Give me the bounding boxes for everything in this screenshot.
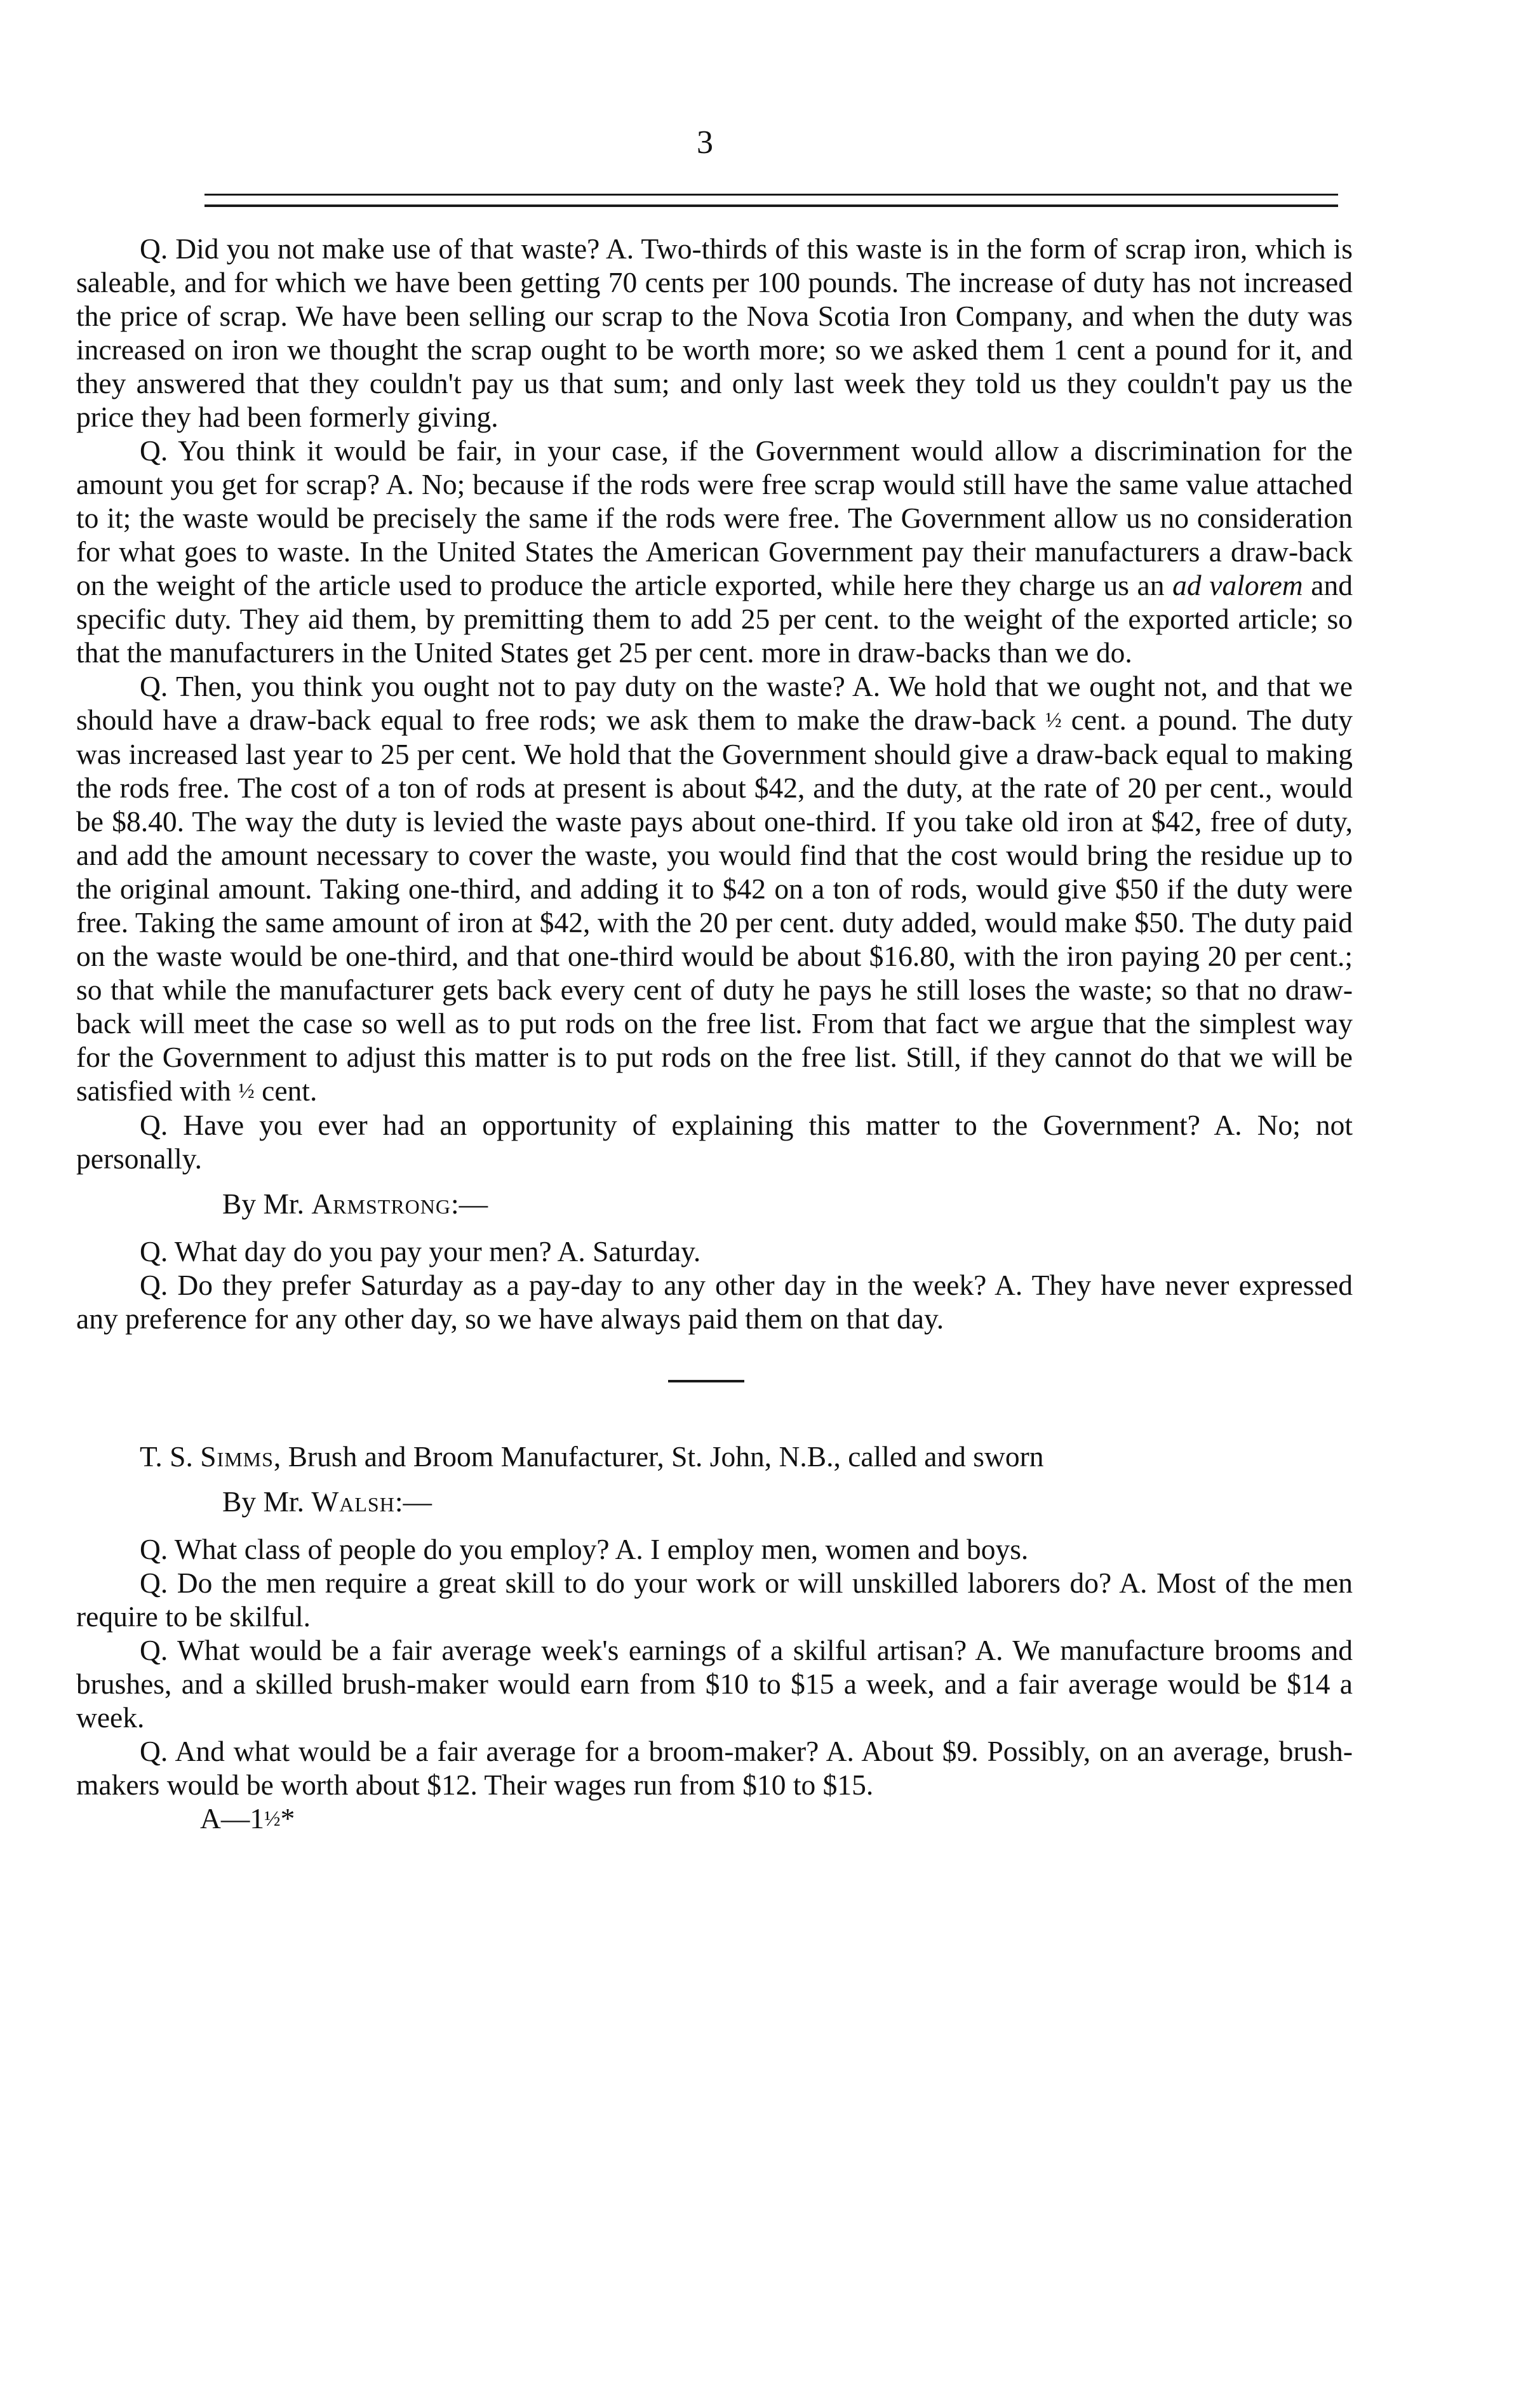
examiner-name: Armstrong	[311, 1187, 451, 1220]
paragraph-duty-text-a: Q. Then, you think you ought not to pay duty on the waste? A. We hold that we ought not, and that we should have a draw-back equal to free rods; we ask them to make the draw-back	[76, 670, 1353, 736]
examiner-line-armstrong	[76, 1187, 1353, 1221]
paragraph-discrimination	[76, 434, 1353, 669]
fraction-half: ½	[1045, 709, 1062, 732]
paragraph-duty-on-waste	[76, 669, 1353, 1108]
signature-prefix: A—1	[200, 1802, 265, 1835]
page-number: 3	[697, 124, 713, 161]
examiner-name: Walsh	[311, 1485, 395, 1518]
examiner-prefix: By Mr.	[222, 1485, 312, 1518]
signature-fraction: ½	[264, 1807, 281, 1831]
witness-heading	[76, 1440, 1353, 1473]
examiner-line-walsh	[76, 1485, 1353, 1518]
paragraph-class-of-people: Q. What class of people do you employ? A. I employ men, women and boys.	[140, 1533, 1029, 1565]
header-double-rule	[204, 194, 1338, 207]
testimony-body	[76, 232, 1353, 1836]
witness-description: , Brush and Broom Manufacturer, St. John, N.B., called and sworn	[273, 1440, 1044, 1473]
examiner-prefix: By Mr.	[222, 1187, 312, 1220]
examiner-suffix: :—	[394, 1485, 432, 1518]
paragraph-skill: Q. Do the men require a great skill to do your work or will unskilled laborers do? A. Most of the men require to be skilful.	[76, 1567, 1353, 1633]
ad-valorem-italic: ad valorem	[1172, 569, 1303, 601]
section-divider	[668, 1380, 744, 1382]
signature-mark	[76, 1802, 1353, 1836]
examiner-suffix: :—	[451, 1187, 488, 1220]
signature-suffix: *	[280, 1802, 295, 1835]
witness-name: Simms	[200, 1440, 274, 1473]
witness-initials: T. S.	[140, 1440, 201, 1473]
paragraph-broom-maker: Q. And what would be a fair average for a broom-maker? A. About $9. Possibly, on an average, brush-makers would be worth about $12. Their wages run from $10 to $15.	[76, 1735, 1353, 1801]
paragraph-discrimination-text-b: and specific duty. They aid them, by premitting them to add 25 per cent. to the weight of the exported article; so that the manufacturers in the United States get 25 per cent. more in draw-backs than we do.	[76, 569, 1353, 669]
paragraph-saturday-preference: Q. Do they prefer Saturday as a pay-day to any other day in the week? A. They have never expressed any preference for any other day, so we have always paid them on that day.	[76, 1269, 1353, 1335]
fraction-half: ½	[238, 1080, 255, 1103]
paragraph-duty-text-c: cent.	[254, 1074, 318, 1107]
paragraph-duty-text-b: cent. a pound. The duty was increased last year to 25 per cent. We hold that the Government should give a draw-back equal to making the rods free. The cost of a ton of rods at present is about $42, and the duty, at the rate of 20 per cent., would be $8.40. The way the duty is levied the waste pays about one-third. If you take old iron at $42, free of duty, and add the amount necessary to cover the waste, you would find that the cost would bring the residue up to the original amount. Taking one-third, and adding it to $42 on a ton of rods, would give $50 if the duty were free. Taking the same amount of iron at $42, with the 20 per cent. duty added, would make $50. The duty paid on the waste would be one-third, and that one-third would be about $16.80, with the iron paying 20 per cent.; so that while the manufacturer gets back every cent of duty he pays he still loses the waste; so that no draw-back will meet the case so well as to put rods on the free list. From that fact we argue that the simplest way for the Government to adjust this matter is to put rods on the free list. Still, if they cannot do that we will be satisfied with	[76, 704, 1353, 1107]
paragraph-artisan-earnings: Q. What would be a fair average week's earnings of a skilful artisan? A. We manufacture brooms and brushes, and a skilled brush-maker would earn from $10 to $15 a week, and a fair average would be $14 a week.	[76, 1634, 1353, 1734]
paragraph-discrimination-text-a: Q. You think it would be fair, in your case, if the Government would allow a discrimination for the amount you get for scrap? A. No; because if the rods were free scrap would still have the same value attached to it; the waste would be precisely the same if the rods were free. The Government allow us no consideration for what goes to waste. In the United States the American Government pay their manufacturers a draw-back on the weight of the article used to produce the article exported, while here they charge us an	[76, 434, 1353, 601]
paragraph-pay-day: Q. What day do you pay your men? A. Saturday.	[140, 1235, 701, 1268]
paragraph-waste-scrap: Q. Did you not make use of that waste? A. Two-thirds of this waste is in the form of scrap iron, which is saleable, and for which we have been getting 70 cents per 100 pounds. The increase of duty has not increased the price of scrap. We have been selling our scrap to the Nova Scotia Iron Company, and when the duty was increased on iron we thought the scrap ought to be worth more; so we asked them 1 cent a pound for it, and they answered that they couldn't pay us that sum; and only last week they told us they couldn't pay us the price they had been formerly giving.	[76, 232, 1353, 433]
paragraph-opportunity: Q. Have you ever had an opportunity of explaining this matter to the Government? A. No; not personally.	[76, 1109, 1353, 1175]
